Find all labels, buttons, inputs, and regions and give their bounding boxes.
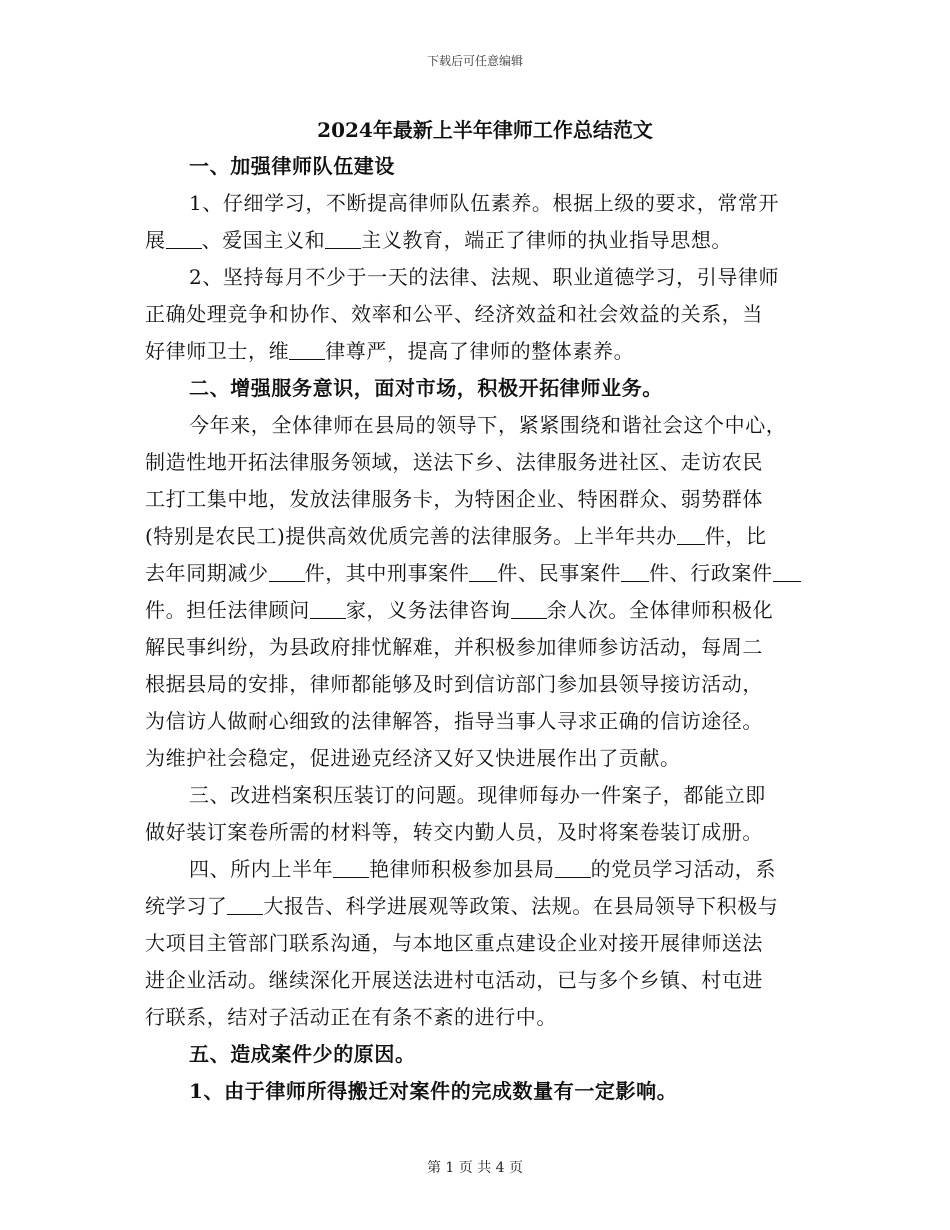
text-line: 五、造成案件少的原因。 bbox=[189, 1042, 416, 1066]
text-line: 件。担任法律顾问 家，义务法律咨询 余人次。全体律师积极化 bbox=[145, 598, 774, 622]
text-line: 为信访人做耐心细致的法律解答，指导当事人寻求正确的信访途径。 bbox=[145, 709, 763, 733]
fill-in-blank bbox=[773, 563, 801, 582]
text-line: 今年来，全体律师在县局的领导下，紧紧围绕和谐社会这个中心， bbox=[189, 413, 787, 437]
fill-in-blank bbox=[677, 526, 705, 545]
text-line: 进企业活动。继续深化开展送法进村屯活动，已与多个乡镇、村屯进 bbox=[145, 968, 763, 992]
text-line: 行联系，结对子活动正在有条不紊的进行中。 bbox=[145, 1005, 557, 1029]
text-line: 工打工集中地，发放法律服务卡，为特困企业、特困群众、弱势群体 bbox=[145, 487, 763, 511]
text-line: 展 、爱国主义和 主义教育，端正了律师的执业指导思想。 bbox=[145, 228, 733, 252]
text-line: 去年同期减少 件，其中刑事案件 件、民事案件 件、行政案件 bbox=[145, 555, 805, 592]
text-line: 三、改进档案积压装订的问题。现律师每办一件案子，都能立即 bbox=[189, 783, 766, 807]
fill-in-blank bbox=[289, 341, 325, 360]
paragraph-lines bbox=[145, 148, 805, 1110]
fill-in-blank bbox=[166, 230, 202, 249]
fill-in-blank bbox=[469, 563, 497, 582]
text-line: 二、增强服务意识，面对市场，积极开拓律师业务。 bbox=[189, 376, 663, 400]
fill-in-blank bbox=[511, 600, 547, 619]
fill-in-blank bbox=[310, 600, 346, 619]
text-line: 1、由于律师所得搬迁对案件的完成数量有一定影响。 bbox=[189, 1079, 678, 1103]
fill-in-blank bbox=[621, 563, 649, 582]
document-title: 2024年最新上半年律师工作总结范文 bbox=[317, 118, 653, 142]
text-line: 做好装订案卷所需的材料等，转交内勤人员，及时将案卷装订成册。 bbox=[145, 820, 763, 844]
text-line: 1、仔细学习，不断提高律师队伍素养。根据上级的要求，常常开 bbox=[189, 191, 780, 215]
page-footer: 第 1 页 共 4 页 bbox=[426, 1160, 524, 1176]
text-line: 制造性地开拓法律服务领域，送法下乡、法律服务进社区、走访农民 bbox=[145, 450, 763, 474]
fill-in-blank bbox=[269, 563, 305, 582]
fill-in-blank bbox=[325, 230, 361, 249]
text-line: 一、加强律师队伍建设 bbox=[189, 154, 395, 178]
page-header: 下载后可任意编辑 bbox=[426, 54, 523, 68]
text-line: 解民事纠纷，为县政府排忧解难，并积极参加律师参访活动，每周二 bbox=[145, 635, 763, 659]
text-line: 好律师卫士，维 律尊严，提高了律师的整体素养。 bbox=[145, 339, 635, 363]
text-line: 大项目主管部门联系沟通，与本地区重点建设企业对接开展律师送法 bbox=[145, 931, 763, 955]
document-body bbox=[145, 112, 805, 1110]
text-line: 正确处理竞争和协作、效率和公平、经济效益和社会效益的关系，当 bbox=[145, 302, 763, 326]
text-line: 2、坚持每月不少于一天的法律、法规、职业道德学习，引导律师 bbox=[189, 265, 780, 289]
fill-in-blank bbox=[333, 859, 369, 878]
fill-in-blank bbox=[227, 896, 263, 915]
text-line: 为维护社会稳定，促进逊克经济又好又快进展作出了贡献。 bbox=[145, 746, 681, 770]
text-line: 根据县局的安排，律师都能够及时到信访部门参加县领导接访活动， bbox=[145, 672, 763, 696]
fill-in-blank bbox=[555, 859, 591, 878]
text-line: 统学习了 大报告、科学进展观等政策、法规。在县局领导下积极与 bbox=[145, 894, 779, 918]
text-line: (特别是农民工)提供高效优质完善的法律服务。上半年共办 件，比 bbox=[145, 524, 767, 548]
text-line: 四、所内上半年 艳律师积极参加县局 的党员学习活动，系 bbox=[189, 857, 777, 881]
